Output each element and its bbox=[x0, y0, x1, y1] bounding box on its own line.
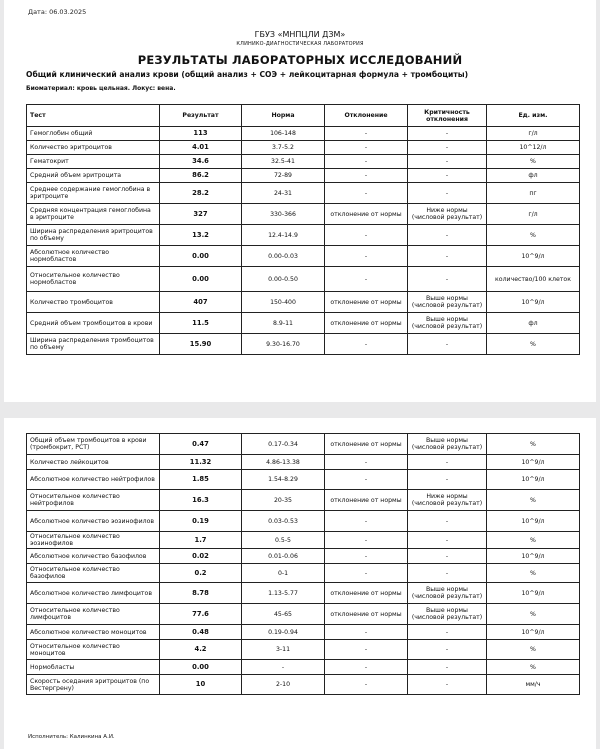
test-name-cell: Скорость оседания эритроцитов (по Вестергрену) bbox=[27, 675, 160, 695]
column-header-test: Тест bbox=[27, 105, 160, 127]
deviation-cell: отклонение от нормы bbox=[325, 583, 408, 604]
result-value-cell: 86.2 bbox=[160, 169, 242, 183]
result-value-cell: 1.85 bbox=[160, 470, 242, 490]
table-row bbox=[27, 583, 580, 604]
unit-cell: % bbox=[487, 334, 580, 355]
unit-cell: 10^12/л bbox=[487, 141, 580, 155]
results-table-page-1 bbox=[26, 104, 580, 355]
unit-cell: г/л bbox=[487, 127, 580, 141]
test-name-cell: Средняя концентрация гемоглобина в эритроците bbox=[27, 204, 160, 225]
deviation-cell: - bbox=[325, 246, 408, 267]
result-value-cell: 407 bbox=[160, 292, 242, 313]
unit-cell: % bbox=[487, 660, 580, 675]
criticality-cell: - bbox=[408, 183, 487, 204]
criticality-cell: - bbox=[408, 549, 487, 564]
deviation-cell: отклонение от нормы bbox=[325, 434, 408, 455]
report-title: РЕЗУЛЬТАТЫ ЛАБОРАТОРНЫХ ИССЛЕДОВАНИЙ bbox=[137, 53, 463, 67]
result-value-cell: 0.19 bbox=[160, 511, 242, 532]
norm-range-cell: 45-65 bbox=[242, 604, 325, 625]
norm-range-cell: 4.86-13.38 bbox=[242, 455, 325, 470]
unit-cell: 10^9/л bbox=[487, 511, 580, 532]
table-row bbox=[27, 204, 580, 225]
column-header-result: Результат bbox=[160, 105, 242, 127]
result-value-cell: 15.90 bbox=[160, 334, 242, 355]
norm-range-cell: 0.00-0.03 bbox=[242, 246, 325, 267]
report-page-1 bbox=[4, 0, 596, 402]
unit-cell: 10^9/л bbox=[487, 625, 580, 640]
table-row bbox=[27, 490, 580, 511]
table-row bbox=[27, 267, 580, 292]
test-name-cell: Среднее содержание гемоглобина в эритроците bbox=[27, 183, 160, 204]
result-value-cell: 0.48 bbox=[160, 625, 242, 640]
norm-range-cell: 72-89 bbox=[242, 169, 325, 183]
unit-cell: 10^9/л bbox=[487, 246, 580, 267]
report-date: Дата: 06.03.2025 bbox=[28, 8, 87, 16]
norm-range-cell: 330-366 bbox=[242, 204, 325, 225]
result-value-cell: 0.00 bbox=[160, 246, 242, 267]
criticality-cell: - bbox=[408, 334, 487, 355]
result-value-cell: 0.00 bbox=[160, 660, 242, 675]
table-row bbox=[27, 155, 580, 169]
deviation-cell: - bbox=[325, 532, 408, 549]
norm-range-cell: - bbox=[242, 660, 325, 675]
criticality-cell: Выше нормы (числовой результат) bbox=[408, 583, 487, 604]
deviation-cell: - bbox=[325, 183, 408, 204]
unit-cell: % bbox=[487, 604, 580, 625]
deviation-cell: - bbox=[325, 127, 408, 141]
test-name-cell: Абсолютное количество эозинофилов bbox=[27, 511, 160, 532]
unit-cell: 10^9/л bbox=[487, 455, 580, 470]
result-value-cell: 0.2 bbox=[160, 564, 242, 583]
deviation-cell: отклонение от нормы bbox=[325, 604, 408, 625]
norm-range-cell: 0.19-0.94 bbox=[242, 625, 325, 640]
results-table-page-2 bbox=[26, 433, 580, 695]
test-name-cell: Общий объем тромбоцитов в крови (тромбокрит, PCT) bbox=[27, 434, 160, 455]
norm-range-cell: 0.5-5 bbox=[242, 532, 325, 549]
analysis-subtitle: Общий клинический анализ крови (общий анализ + СОЭ + лейкоцитарная формула + тромбоциты) bbox=[26, 70, 469, 79]
unit-cell: фл bbox=[487, 313, 580, 334]
criticality-cell: Выше нормы (числовой результат) bbox=[408, 604, 487, 625]
deviation-cell: - bbox=[325, 675, 408, 695]
table-row bbox=[27, 225, 580, 246]
column-header-criticality: Критичность отклонения bbox=[408, 105, 487, 127]
table-row bbox=[27, 640, 580, 660]
deviation-cell: отклонение от нормы bbox=[325, 292, 408, 313]
norm-range-cell: 12.4-14.9 bbox=[242, 225, 325, 246]
deviation-cell: - bbox=[325, 549, 408, 564]
biomaterial-info: Биоматериал: кровь цельная. Локус: вена. bbox=[26, 85, 176, 92]
deviation-cell: - bbox=[325, 141, 408, 155]
table-row bbox=[27, 183, 580, 204]
deviation-cell: отклонение от нормы bbox=[325, 204, 408, 225]
table-row bbox=[27, 127, 580, 141]
column-header-deviation: Отклонение bbox=[325, 105, 408, 127]
norm-range-cell: 0.01-0.06 bbox=[242, 549, 325, 564]
criticality-cell: - bbox=[408, 267, 487, 292]
norm-range-cell: 3-11 bbox=[242, 640, 325, 660]
norm-range-cell: 150-400 bbox=[242, 292, 325, 313]
test-name-cell: Ширина распределения тромбоцитов по объему bbox=[27, 334, 160, 355]
column-header-unit: Ед. изм. bbox=[487, 105, 580, 127]
unit-cell: г/л bbox=[487, 204, 580, 225]
test-name-cell: Количество эритроцитов bbox=[27, 141, 160, 155]
norm-range-cell: 9.30-16.70 bbox=[242, 334, 325, 355]
unit-cell: % bbox=[487, 225, 580, 246]
table-row bbox=[27, 334, 580, 355]
criticality-cell: - bbox=[408, 625, 487, 640]
test-name-cell: Абсолютное количество лимфоцитов bbox=[27, 583, 160, 604]
table-row bbox=[27, 604, 580, 625]
unit-cell: % bbox=[487, 532, 580, 549]
test-name-cell: Ширина распределения эритроцитов по объему bbox=[27, 225, 160, 246]
test-name-cell: Абсолютное количество базофилов bbox=[27, 549, 160, 564]
table-row bbox=[27, 141, 580, 155]
deviation-cell: - bbox=[325, 640, 408, 660]
unit-cell: 10^9/л bbox=[487, 470, 580, 490]
criticality-cell: - bbox=[408, 532, 487, 549]
test-name-cell: Относительное количество нейтрофилов bbox=[27, 490, 160, 511]
result-value-cell: 11.32 bbox=[160, 455, 242, 470]
deviation-cell: - bbox=[325, 267, 408, 292]
result-value-cell: 34.6 bbox=[160, 155, 242, 169]
table-header-row bbox=[27, 105, 580, 127]
test-name-cell: Относительное количество лимфоцитов bbox=[27, 604, 160, 625]
table-row bbox=[27, 660, 580, 675]
norm-range-cell: 1.13-5.77 bbox=[242, 583, 325, 604]
result-value-cell: 10 bbox=[160, 675, 242, 695]
test-name-cell: Абсолютное количество нейтрофилов bbox=[27, 470, 160, 490]
criticality-cell: - bbox=[408, 455, 487, 470]
criticality-cell: Ниже нормы (числовой результат) bbox=[408, 204, 487, 225]
deviation-cell: - bbox=[325, 334, 408, 355]
test-name-cell: Абсолютное количество моноцитов bbox=[27, 625, 160, 640]
laboratory-name: КЛИНИКО-ДИАГНОСТИЧЕСКАЯ ЛАБОРАТОРИЯ bbox=[236, 41, 364, 47]
result-value-cell: 77.6 bbox=[160, 604, 242, 625]
unit-cell: мм/ч bbox=[487, 675, 580, 695]
result-value-cell: 4.01 bbox=[160, 141, 242, 155]
unit-cell: 10^9/л bbox=[487, 549, 580, 564]
criticality-cell: Выше нормы (числовой результат) bbox=[408, 434, 487, 455]
unit-cell: % bbox=[487, 490, 580, 511]
criticality-cell: Выше нормы (числовой результат) bbox=[408, 292, 487, 313]
test-name-cell: Абсолютное количество нормобластов bbox=[27, 246, 160, 267]
table-row bbox=[27, 564, 580, 583]
norm-range-cell: 20-35 bbox=[242, 490, 325, 511]
unit-cell: % bbox=[487, 434, 580, 455]
criticality-cell: - bbox=[408, 169, 487, 183]
unit-cell: % bbox=[487, 155, 580, 169]
deviation-cell: - bbox=[325, 511, 408, 532]
deviation-cell: - bbox=[325, 169, 408, 183]
table-row bbox=[27, 625, 580, 640]
deviation-cell: - bbox=[325, 155, 408, 169]
norm-range-cell: 1.54-8.29 bbox=[242, 470, 325, 490]
unit-cell: 10^9/л bbox=[487, 583, 580, 604]
organization-name: ГБУЗ «МНПЦЛИ ДЗМ» bbox=[254, 30, 346, 39]
deviation-cell: - bbox=[325, 660, 408, 675]
norm-range-cell: 0.00-0.50 bbox=[242, 267, 325, 292]
table-row bbox=[27, 549, 580, 564]
table-row bbox=[27, 313, 580, 334]
norm-range-cell: 3.7-5.2 bbox=[242, 141, 325, 155]
test-name-cell: Гематокрит bbox=[27, 155, 160, 169]
result-value-cell: 1.7 bbox=[160, 532, 242, 549]
result-value-cell: 8.78 bbox=[160, 583, 242, 604]
deviation-cell: - bbox=[325, 564, 408, 583]
norm-range-cell: 0-1 bbox=[242, 564, 325, 583]
result-value-cell: 0.00 bbox=[160, 267, 242, 292]
criticality-cell: Ниже нормы (числовой результат) bbox=[408, 490, 487, 511]
table-row bbox=[27, 511, 580, 532]
table-row bbox=[27, 455, 580, 470]
result-value-cell: 11.5 bbox=[160, 313, 242, 334]
unit-cell: % bbox=[487, 564, 580, 583]
result-value-cell: 16.3 bbox=[160, 490, 242, 511]
result-value-cell: 28.2 bbox=[160, 183, 242, 204]
criticality-cell: - bbox=[408, 127, 487, 141]
norm-range-cell: 106-148 bbox=[242, 127, 325, 141]
deviation-cell: - bbox=[325, 225, 408, 246]
norm-range-cell: 8.9-11 bbox=[242, 313, 325, 334]
norm-range-cell: 32.5-41 bbox=[242, 155, 325, 169]
result-value-cell: 0.02 bbox=[160, 549, 242, 564]
criticality-cell: - bbox=[408, 660, 487, 675]
table-row bbox=[27, 292, 580, 313]
criticality-cell: Выше нормы (числовой результат) bbox=[408, 313, 487, 334]
result-value-cell: 327 bbox=[160, 204, 242, 225]
result-value-cell: 0.47 bbox=[160, 434, 242, 455]
unit-cell: 10^9/л bbox=[487, 292, 580, 313]
deviation-cell: - bbox=[325, 625, 408, 640]
result-value-cell: 4.2 bbox=[160, 640, 242, 660]
deviation-cell: отклонение от нормы bbox=[325, 313, 408, 334]
table-row bbox=[27, 434, 580, 455]
table-row bbox=[27, 532, 580, 549]
result-value-cell: 113 bbox=[160, 127, 242, 141]
test-name-cell: Относительное количество эозинофилов bbox=[27, 532, 160, 549]
report-page-2 bbox=[4, 418, 596, 749]
unit-cell: пг bbox=[487, 183, 580, 204]
criticality-cell: - bbox=[408, 155, 487, 169]
criticality-cell: - bbox=[408, 511, 487, 532]
test-name-cell: Нормобласты bbox=[27, 660, 160, 675]
table-row bbox=[27, 246, 580, 267]
criticality-cell: - bbox=[408, 141, 487, 155]
criticality-cell: - bbox=[408, 225, 487, 246]
norm-range-cell: 24-31 bbox=[242, 183, 325, 204]
results-body-page-1 bbox=[27, 127, 580, 355]
criticality-cell: - bbox=[408, 470, 487, 490]
test-name-cell: Средний объем эритроцита bbox=[27, 169, 160, 183]
deviation-cell: - bbox=[325, 455, 408, 470]
test-name-cell: Гемоглобин общий bbox=[27, 127, 160, 141]
criticality-cell: - bbox=[408, 246, 487, 267]
table-row bbox=[27, 675, 580, 695]
test-name-cell: Относительное количество моноцитов bbox=[27, 640, 160, 660]
criticality-cell: - bbox=[408, 640, 487, 660]
unit-cell: % bbox=[487, 640, 580, 660]
norm-range-cell: 0.17-0.34 bbox=[242, 434, 325, 455]
executor-name: Исполнитель: Калинкина А.И. bbox=[28, 734, 115, 740]
test-name-cell: Количество лейкоцитов bbox=[27, 455, 160, 470]
results-body-page-2 bbox=[27, 434, 580, 695]
test-name-cell: Количество тромбоцитов bbox=[27, 292, 160, 313]
unit-cell: количество/100 клеток bbox=[487, 267, 580, 292]
deviation-cell: - bbox=[325, 470, 408, 490]
result-value-cell: 13.2 bbox=[160, 225, 242, 246]
criticality-cell: - bbox=[408, 564, 487, 583]
test-name-cell: Относительное количество нормобластов bbox=[27, 267, 160, 292]
criticality-cell: - bbox=[408, 675, 487, 695]
unit-cell: фл bbox=[487, 169, 580, 183]
column-header-norm: Норма bbox=[242, 105, 325, 127]
table-row bbox=[27, 470, 580, 490]
deviation-cell: отклонение от нормы bbox=[325, 490, 408, 511]
test-name-cell: Относительное количество базофилов bbox=[27, 564, 160, 583]
test-name-cell: Средний объем тромбоцитов в крови bbox=[27, 313, 160, 334]
norm-range-cell: 2-10 bbox=[242, 675, 325, 695]
norm-range-cell: 0.03-0.53 bbox=[242, 511, 325, 532]
table-row bbox=[27, 169, 580, 183]
